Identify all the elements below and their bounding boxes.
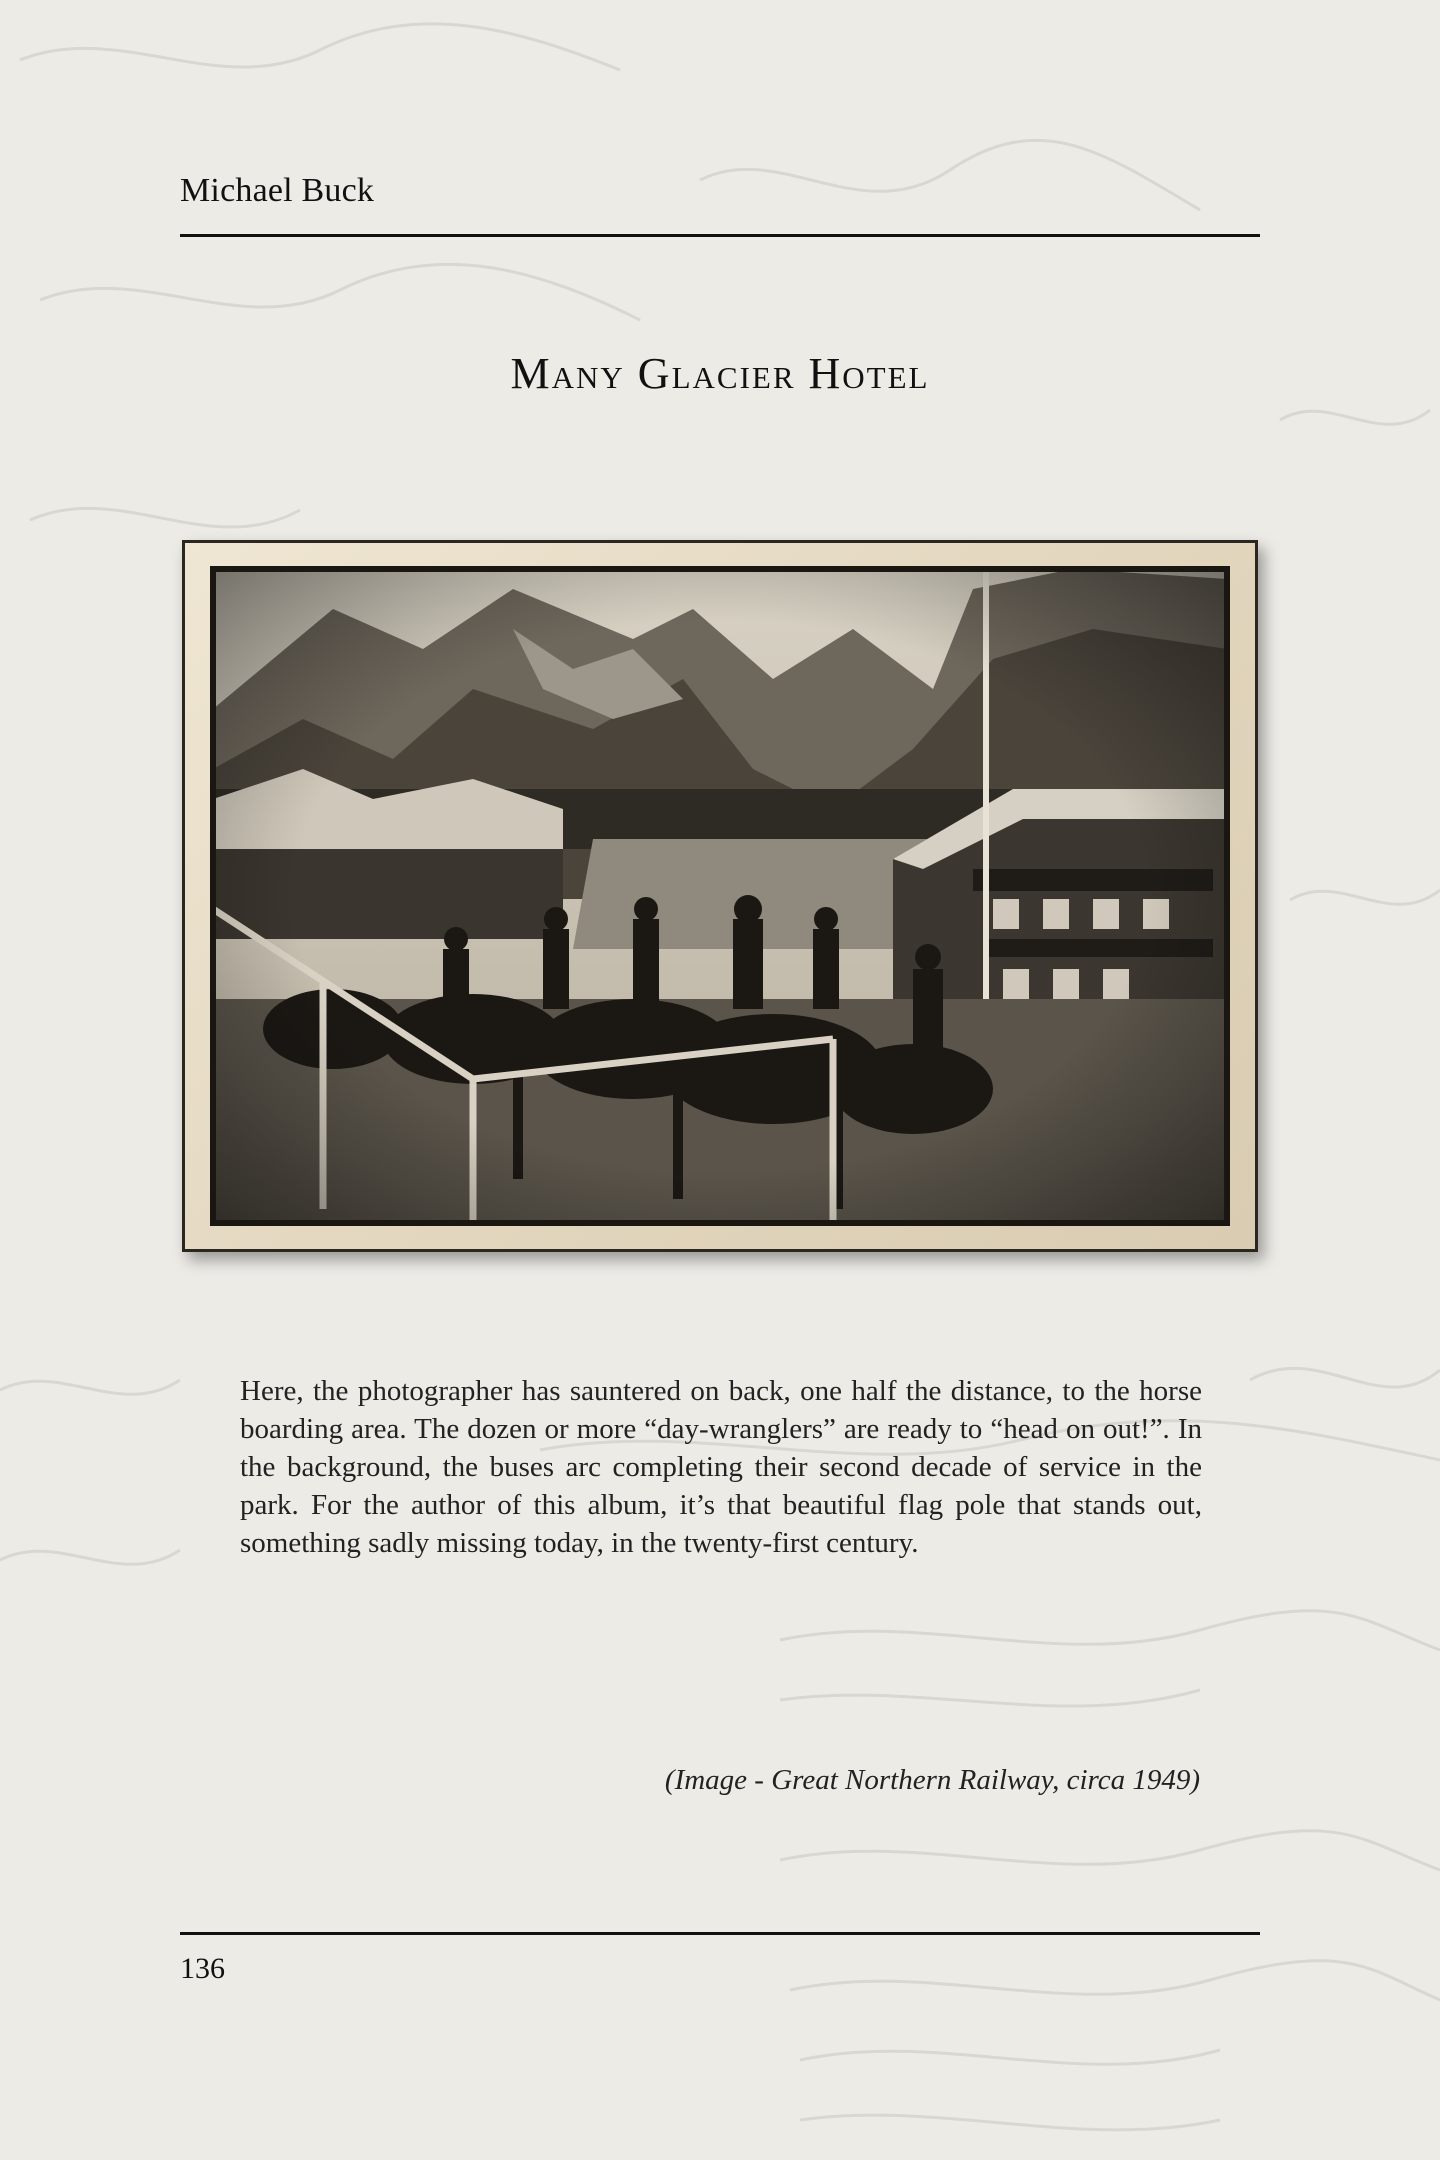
running-head: Michael Buck bbox=[180, 172, 375, 209]
top-rule bbox=[180, 234, 1260, 237]
page-number: 136 bbox=[180, 1952, 225, 1985]
body-paragraph: Here, the photographer has sauntered on back, one half the distance, to the horse boarding area. The dozen or more “day-wranglers” are ready to “head on out!”. In the background, the buses arc completing their second decade of service in the park. For the author of this album, it’s that beautiful flag pole that stands out, something sadly missing today, in the twenty-first century. bbox=[240, 1375, 1202, 1559]
bottom-rule bbox=[180, 1932, 1260, 1935]
image-caption: (Image - Great Northern Railway, circa 1949) bbox=[664, 1764, 1200, 1796]
photo-frame bbox=[182, 540, 1258, 1252]
photo-mat bbox=[185, 543, 1255, 1249]
page-title: Many Glacier Hotel bbox=[510, 349, 930, 398]
vintage-photo-icon bbox=[185, 543, 1255, 1249]
